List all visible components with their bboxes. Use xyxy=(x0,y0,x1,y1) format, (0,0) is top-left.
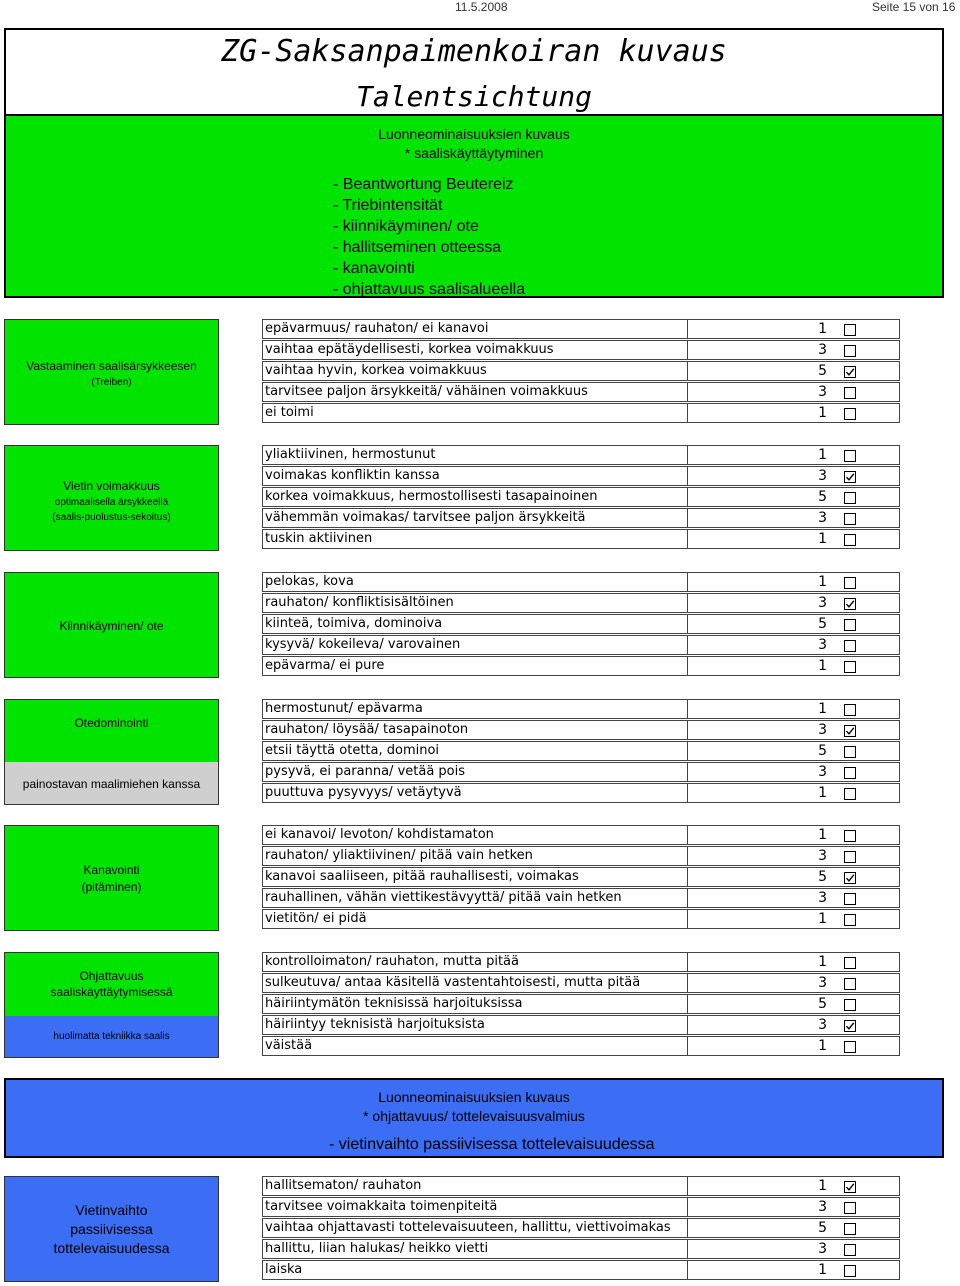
section1-item: - kanavointi xyxy=(333,260,415,277)
checkbox[interactable] xyxy=(844,1202,856,1214)
option-text: rauhallinen, vähän viettikestävyyttä/ pitää vain hetken xyxy=(262,888,688,908)
option-score: 3 xyxy=(818,1199,827,1215)
group-label: tottelevaisuudessa xyxy=(53,1240,170,1256)
checkmark-icon xyxy=(845,1021,855,1031)
option-text: sulkeutuva/ antaa käsitellä vastentahtoisesti, mutta pitää xyxy=(262,973,688,993)
option-score-cell xyxy=(688,635,900,655)
section2-item: - vietinvaihto passiivisessa tottelevaisuudessa xyxy=(329,1136,655,1153)
option-text: vietitön/ ei pidä xyxy=(262,909,688,929)
option-text: puuttuva pysyvyys/ vetäytyvä xyxy=(262,783,688,803)
option-text: ei toimi xyxy=(262,403,688,423)
option-score: 3 xyxy=(818,342,827,358)
document-subtitle: Talentsichtung xyxy=(355,80,592,113)
option-score: 3 xyxy=(818,722,827,738)
option-score-cell xyxy=(688,361,900,381)
print-date: 11.5.2008 xyxy=(455,0,508,14)
checked-checkbox[interactable] xyxy=(844,598,856,610)
document-title: ZG-Saksanpaimenkoiran kuvaus xyxy=(221,34,727,69)
section1-item: - ohjattavuus saalisalueella xyxy=(333,281,526,298)
option-text: korkea voimakkuus, hermostollisesti tasapainoinen xyxy=(262,487,688,507)
group-label: Vastaaminen saalisärsykkeesen xyxy=(26,359,197,373)
option-score-cell xyxy=(688,720,900,740)
option-text: tuskin aktiivinen xyxy=(262,529,688,549)
option-text: väistää xyxy=(262,1036,688,1056)
section2-subheading: * ohjattavuus/ tottelevaisuusvalmius xyxy=(363,1108,585,1124)
option-text: laiska xyxy=(262,1260,688,1280)
checkbox[interactable] xyxy=(844,387,856,399)
group-label: saaliskäyttäytymisessä xyxy=(50,985,173,999)
checkbox[interactable] xyxy=(844,619,856,631)
option-score-cell xyxy=(688,888,900,908)
checkbox[interactable] xyxy=(844,851,856,863)
option-score-cell xyxy=(688,572,900,592)
option-score: 1 xyxy=(818,658,827,674)
checkbox[interactable] xyxy=(844,893,856,905)
option-score: 1 xyxy=(818,701,827,717)
option-text: ei kanavoi/ levoton/ kohdistamaton xyxy=(262,825,688,845)
option-score: 3 xyxy=(818,595,827,611)
group-sublabel: optimaalisella ärsykkeellä xyxy=(54,497,169,508)
option-score: 1 xyxy=(818,321,827,337)
option-text: vaihtaa hyvin, korkea voimakkuus xyxy=(262,361,688,381)
checkbox[interactable] xyxy=(844,914,856,926)
group-label-box xyxy=(4,319,219,425)
option-score-cell xyxy=(688,1197,900,1217)
option-text: voimakas konfliktin kanssa xyxy=(262,466,688,486)
checkbox[interactable] xyxy=(844,640,856,652)
option-text: pysyvä, ei paranna/ vetää pois xyxy=(262,762,688,782)
option-score: 3 xyxy=(818,510,827,526)
checked-checkbox[interactable] xyxy=(844,725,856,737)
section2-panel xyxy=(4,1078,944,1158)
checkmark-icon xyxy=(845,726,855,736)
group-label: Ohjattavuus xyxy=(79,969,144,983)
checked-checkbox[interactable] xyxy=(844,366,856,378)
option-score: 5 xyxy=(818,869,827,885)
group-label-box xyxy=(4,445,219,551)
option-score-cell xyxy=(688,1036,900,1056)
checkbox[interactable] xyxy=(844,345,856,357)
checkbox[interactable] xyxy=(844,324,856,336)
title-box xyxy=(4,28,944,116)
option-score: 3 xyxy=(818,384,827,400)
checkmark-icon xyxy=(845,873,855,883)
checkbox[interactable] xyxy=(844,1041,856,1053)
option-text: hallittu, liian halukas/ heikko vietti xyxy=(262,1239,688,1259)
option-score: 1 xyxy=(818,447,827,463)
option-score: 3 xyxy=(818,468,827,484)
group-label: (pitäminen) xyxy=(81,880,142,894)
checkbox[interactable] xyxy=(844,1244,856,1256)
group-label: Otedominointi xyxy=(74,716,149,730)
checkbox[interactable] xyxy=(844,704,856,716)
option-text: hallitsematon/ rauhaton xyxy=(262,1176,688,1196)
checkbox[interactable] xyxy=(844,788,856,800)
option-score: 1 xyxy=(818,405,827,421)
option-score-cell xyxy=(688,909,900,929)
checkbox[interactable] xyxy=(844,492,856,504)
option-score-cell xyxy=(688,994,900,1014)
option-text: epävarma/ ei pure xyxy=(262,656,688,676)
section1-item: - kiinnikäyminen/ ote xyxy=(333,218,479,235)
checkbox[interactable] xyxy=(844,957,856,969)
checkmark-icon xyxy=(845,367,855,377)
option-score: 5 xyxy=(818,616,827,632)
checked-checkbox[interactable] xyxy=(844,471,856,483)
option-score-cell xyxy=(688,762,900,782)
option-text: vaihtaa ohjattavasti tottelevaisuuteen, hallittu, viettivoimakas xyxy=(262,1218,688,1238)
checkbox[interactable] xyxy=(844,746,856,758)
group-sublabel: huolimatta tekniikka saalis xyxy=(53,1031,170,1042)
option-score-cell xyxy=(688,403,900,423)
group-label-box xyxy=(4,699,219,805)
option-score-cell xyxy=(688,825,900,845)
checkbox[interactable] xyxy=(844,830,856,842)
page-number: Seite 15 von 16 xyxy=(872,0,956,14)
group-label: Kanavointi xyxy=(83,863,140,877)
option-score-cell xyxy=(688,656,900,676)
section1-item-list xyxy=(333,174,525,300)
section1-subheading: * saaliskäyttäytyminen xyxy=(404,145,544,161)
option-text: tarvitsee paljon ärsykkeitä/ vähäinen voimakkuus xyxy=(262,382,688,402)
checkmark-icon xyxy=(845,599,855,609)
option-text: rauhaton/ löysää/ tasapainoton xyxy=(262,720,688,740)
checkbox[interactable] xyxy=(844,661,856,673)
option-text: rauhaton/ yliaktiivinen/ pitää vain hetken xyxy=(262,846,688,866)
option-score: 3 xyxy=(818,1241,827,1257)
checkbox[interactable] xyxy=(844,978,856,990)
option-text: hermostunut/ epävarma xyxy=(262,699,688,719)
option-score-cell xyxy=(688,867,900,887)
section1-item: - Beantwortung Beutereiz xyxy=(333,176,514,193)
option-score-cell xyxy=(688,1260,900,1280)
checkbox[interactable] xyxy=(844,999,856,1011)
option-score-cell xyxy=(688,1239,900,1259)
option-score: 1 xyxy=(818,785,827,801)
option-score-cell xyxy=(688,973,900,993)
option-text: häiriintyy teknisistä harjoituksista xyxy=(262,1015,688,1035)
option-score: 3 xyxy=(818,1017,827,1033)
checkbox[interactable] xyxy=(844,1223,856,1235)
option-score-cell xyxy=(688,466,900,486)
option-score-cell xyxy=(688,846,900,866)
group-label: Vietin voimakkuus xyxy=(63,479,160,493)
option-score-cell xyxy=(688,593,900,613)
group-label: Vietinvaihto xyxy=(75,1202,148,1218)
option-score-cell xyxy=(688,783,900,803)
option-score-cell xyxy=(688,529,900,549)
checkmark-icon xyxy=(845,1182,855,1192)
option-text: kysyvä/ kokeileva/ varovainen xyxy=(262,635,688,655)
option-score: 5 xyxy=(818,743,827,759)
section1-panel xyxy=(4,114,944,298)
option-score: 5 xyxy=(818,1220,827,1236)
option-score-cell xyxy=(688,445,900,465)
option-score: 1 xyxy=(818,531,827,547)
option-text: rauhaton/ konfliktisisältöinen xyxy=(262,593,688,613)
group-label-box xyxy=(4,825,219,931)
option-score-cell xyxy=(688,614,900,634)
option-score: 1 xyxy=(818,827,827,843)
checkbox[interactable] xyxy=(844,513,856,525)
option-text: kiinteä, toimiva, dominoiva xyxy=(262,614,688,634)
option-score: 5 xyxy=(818,489,827,505)
group-label-box xyxy=(4,572,219,678)
option-score-cell xyxy=(688,487,900,507)
option-score-cell xyxy=(688,340,900,360)
group-label-box xyxy=(4,1176,219,1282)
checkmark-icon xyxy=(845,472,855,482)
option-text: pelokas, kova xyxy=(262,572,688,592)
option-score: 3 xyxy=(818,975,827,991)
checked-checkbox[interactable] xyxy=(844,1020,856,1032)
option-score: 1 xyxy=(818,1262,827,1278)
checkbox[interactable] xyxy=(844,577,856,589)
option-score-cell xyxy=(688,741,900,761)
group-sublabel: (saalis-puolustus-sekoitus) xyxy=(52,512,171,523)
option-text: tarvitsee voimakkaita toimenpiteitä xyxy=(262,1197,688,1217)
option-text: häiriintymätön teknisissä harjoituksissa xyxy=(262,994,688,1014)
group-sub-panel xyxy=(5,1016,218,1057)
option-score-cell xyxy=(688,1218,900,1238)
option-score: 1 xyxy=(818,1038,827,1054)
checked-checkbox[interactable] xyxy=(844,872,856,884)
option-score-cell xyxy=(688,508,900,528)
checkbox[interactable] xyxy=(844,767,856,779)
option-text: yliaktiivinen, hermostunut xyxy=(262,445,688,465)
option-score-cell xyxy=(688,319,900,339)
group-sub-panel xyxy=(5,762,218,804)
group-sublabel: painostavan maalimiehen kanssa xyxy=(22,777,201,791)
option-score-cell xyxy=(688,699,900,719)
checkbox[interactable] xyxy=(844,450,856,462)
option-score: 3 xyxy=(818,890,827,906)
section1-heading: Luonneominaisuuksien kuvaus xyxy=(378,126,570,142)
section2-heading: Luonneominaisuuksien kuvaus xyxy=(378,1089,570,1105)
option-text: epävarmuus/ rauhaton/ ei kanavoi xyxy=(262,319,688,339)
option-text: etsii täyttä otetta, dominoi xyxy=(262,741,688,761)
group-label-box xyxy=(4,952,219,1058)
checked-checkbox[interactable] xyxy=(844,1181,856,1193)
option-score: 5 xyxy=(818,996,827,1012)
option-score: 3 xyxy=(818,848,827,864)
group-label: Kiinnikäyminen/ ote xyxy=(59,619,164,633)
group-sublabel: (Treiben) xyxy=(91,377,132,388)
option-text: vaihtaa epätäydellisesti, korkea voimakkuus xyxy=(262,340,688,360)
option-score: 3 xyxy=(818,637,827,653)
option-score-cell xyxy=(688,1015,900,1035)
option-text: kontrolloimaton/ rauhaton, mutta pitää xyxy=(262,952,688,972)
option-score: 1 xyxy=(818,1178,827,1194)
option-text: kanavoi saaliiseen, pitää rauhallisesti, voimakas xyxy=(262,867,688,887)
option-score: 1 xyxy=(818,911,827,927)
section1-item: - hallitseminen otteessa xyxy=(333,239,502,256)
option-score: 1 xyxy=(818,954,827,970)
option-text: vähemmän voimakas/ tarvitsee paljon ärsykkeitä xyxy=(262,508,688,528)
checkbox[interactable] xyxy=(844,534,856,546)
section1-item: - Triebintensität xyxy=(333,197,443,214)
option-score-cell xyxy=(688,1176,900,1196)
option-score-cell xyxy=(688,382,900,402)
group-label: passiivisessa xyxy=(70,1221,153,1237)
option-score-cell xyxy=(688,952,900,972)
option-score: 3 xyxy=(818,764,827,780)
checkbox[interactable] xyxy=(844,1265,856,1277)
checkbox[interactable] xyxy=(844,408,856,420)
option-score: 1 xyxy=(818,574,827,590)
option-score: 5 xyxy=(818,363,827,379)
